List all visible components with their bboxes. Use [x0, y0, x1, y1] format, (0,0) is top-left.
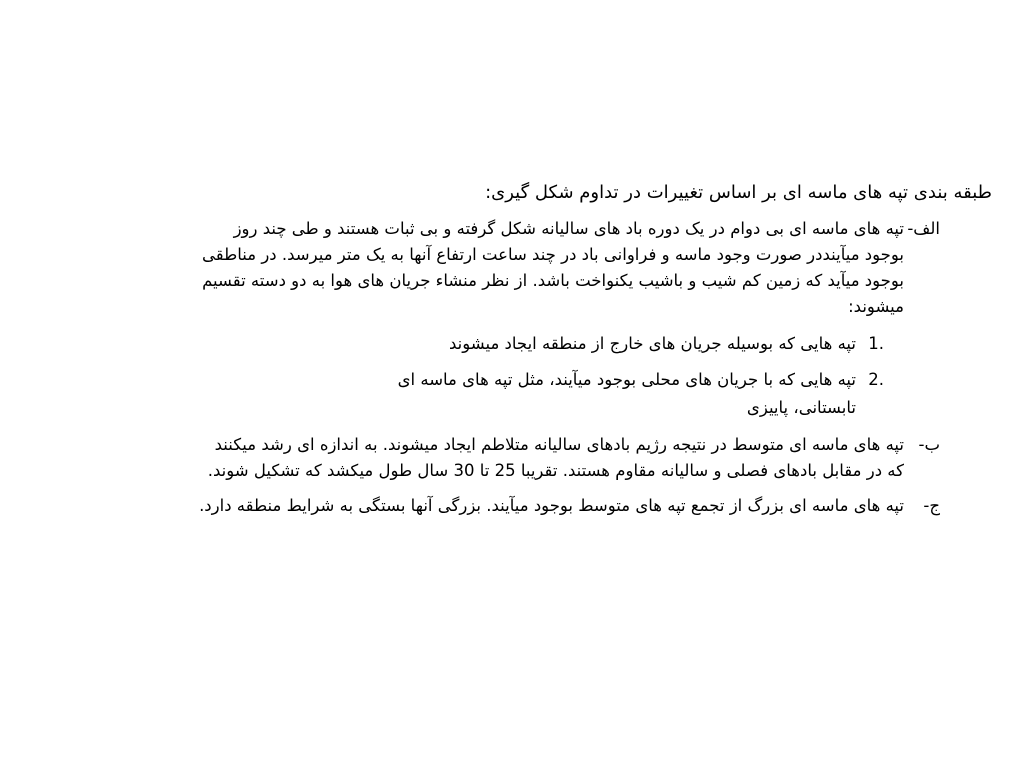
list-item [172, 366, 992, 422]
paragraph-text: تپه های ماسه ای متوسط در نتیجه رژیم بادهای سالیانه متلاطم ایجاد میشوند. به اندازه ای رشد میکنند که در مقابل بادهای فصلی و سالیانه مقاوم هستند. تقریبا 25 تا 30 سال طول میکشد که تشکیل شوند. [207, 435, 904, 480]
paragraph-lead: الف- [907, 219, 940, 238]
slide-content [172, 178, 992, 528]
paragraph-be [172, 432, 992, 484]
list-item [172, 330, 992, 358]
paragraph-jim [172, 493, 992, 519]
paragraph-alef [172, 216, 992, 320]
paragraph-text: تپه های ماسه ای بی دوام در یک دوره باد های سالیانه شکل گرفته و بی ثبات هستند و طی چند روز بوجود میآینددر صورت وجود ماسه و فراوانی باد در چند ساعت ارتفاع آنها به یک متر میرسد. در مناطقی بوجود میآید که زمین کم شیب و باشیب یکنواخت باشد. از نظر منشاء جریان های هوا به دو دسته تقسیم میشوند: [202, 219, 904, 316]
slide-title: طبقه بندی تپه های ماسه ای بر اساس تغییرات در تداوم شکل گیری: [485, 182, 992, 203]
list-item-text: تپه هایی که بوسیله جریان های خارج از منطقه ایجاد میشوند [448, 334, 856, 353]
list-item-number: 2. [868, 370, 884, 389]
paragraph-text: تپه های ماسه ای بزرگ از تجمع تپه های متوسط بوجود میآیند. بزرگی آنها بستگی به شرایط منطقه دارد. [199, 496, 904, 515]
list-item-number: 1. [868, 334, 884, 353]
numbered-list [172, 330, 992, 422]
list-item-text: تپه هایی که با جریان های محلی بوجود میآیند، مثل تپه های ماسه ای تابستانی، پاییزی [397, 370, 856, 417]
paragraph-lead: ج- [923, 496, 940, 515]
paragraph-lead: ب- [918, 435, 940, 454]
